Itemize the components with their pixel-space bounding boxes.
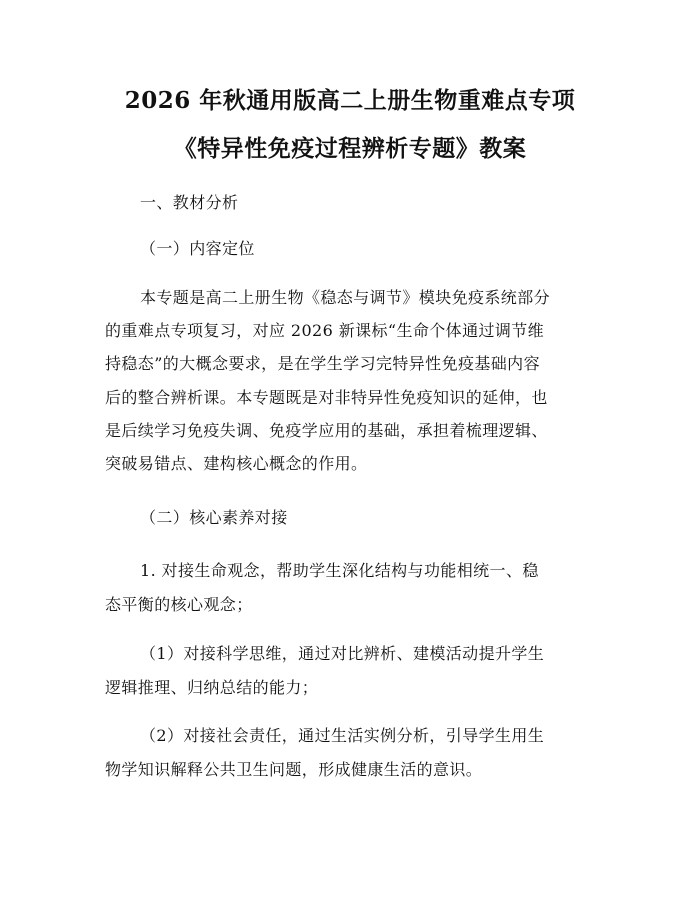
document-title-line-2: 《特异性免疫过程辨析专题》教案 xyxy=(173,135,527,162)
document-title-line-1: 2026 年秋通用版高二上册生物重难点专项 xyxy=(124,87,576,114)
list-item-line: 1. 对接生命观念，帮助学生深化结构与功能相统一、稳 xyxy=(140,561,539,580)
subsection-heading-core-literacy: （二）核心素养对接 xyxy=(140,508,288,527)
paragraph-line: 的重难点专项复习，对应 2026 新课标“生命个体通过调节维 xyxy=(105,321,545,340)
section-heading-textbook-analysis: 一、教材分析 xyxy=(140,193,239,212)
paragraph-line: 本专题是高二上册生物《稳态与调节》模块免疫系统部分 xyxy=(140,288,551,307)
list-item-line: 逻辑推理、归纳总结的能力； xyxy=(105,678,319,697)
paragraph-line: 后的整合辨析课。本专题既是对非特异性免疫知识的延伸，也 xyxy=(105,388,548,407)
paragraph-line: 突破易错点、建构核心概念的作用。 xyxy=(105,454,368,473)
list-item-line: （1）对接科学思维，通过对比辨析、建模活动提升学生 xyxy=(140,644,545,663)
list-item-line: （2）对接社会责任，通过生活实例分析，引导学生用生 xyxy=(140,726,545,745)
subsection-heading-content-position: （一）内容定位 xyxy=(140,239,255,258)
list-item-line: 物学知识解释公共卫生问题，形成健康生活的意识。 xyxy=(105,760,483,779)
list-item-line: 态平衡的核心观念； xyxy=(105,595,253,614)
paragraph-line: 是后续学习免疫失调、免疫学应用的基础，承担着梳理逻辑、 xyxy=(105,421,548,440)
paragraph-line: 持稳态”的大概念要求，是在学生学习完特异性免疫基础内容 xyxy=(105,354,540,373)
